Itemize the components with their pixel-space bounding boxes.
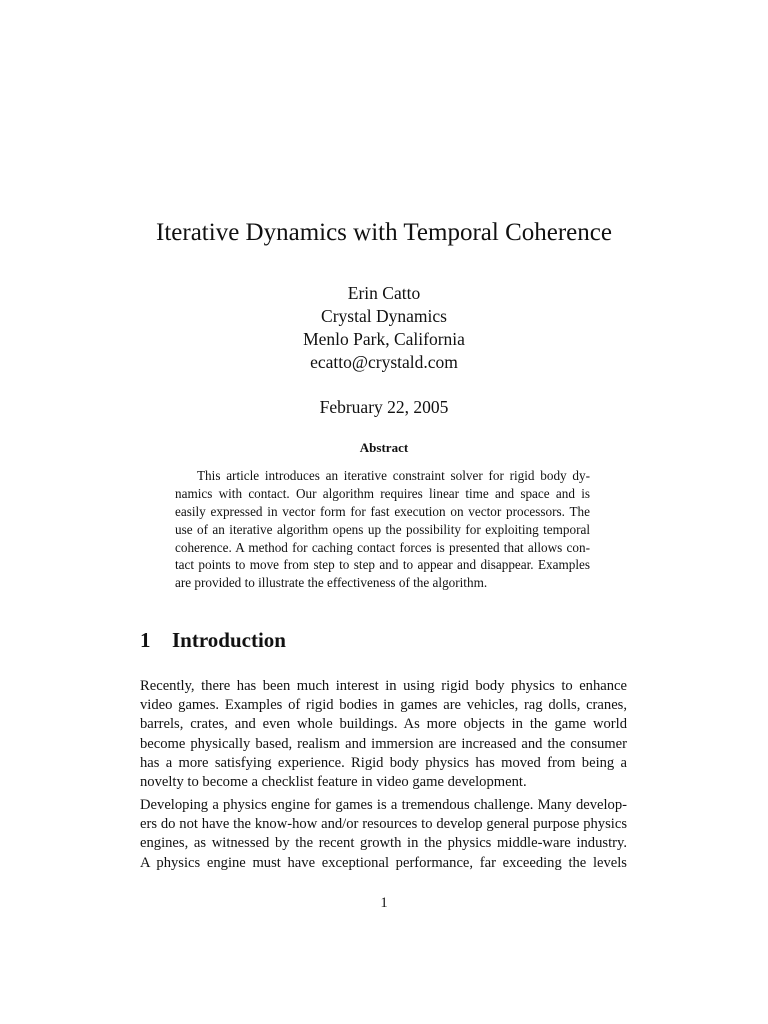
section-title: Introduction bbox=[172, 628, 286, 652]
abstract-line: coherence. A method for caching contact forces is presented that allows con- bbox=[175, 539, 590, 555]
author-email: ecatto@crystald.com bbox=[310, 352, 458, 372]
paragraph-line: become physically based, realism and immersion are increased and the consumer bbox=[140, 735, 627, 752]
abstract-line: are provided to illustrate the effectiveness of the algorithm. bbox=[175, 575, 488, 591]
abstract-line: easily expressed in vector form for fast execution on vector processors. The bbox=[175, 503, 590, 519]
paragraph-line: has a more satisfying experience. Rigid body physics has moved from being a bbox=[140, 754, 627, 771]
paragraph bbox=[140, 796, 627, 873]
author-name: Erin Catto bbox=[347, 283, 421, 303]
abstract-line: This article introduces an iterative constraint solver for rigid body dy- bbox=[197, 468, 590, 483]
paragraph-line: Recently, there has been much interest in using rigid body physics to enhance bbox=[140, 678, 627, 694]
page-number: 1 bbox=[380, 895, 388, 911]
paragraph-line: A physics engine must have exceptional performance, far exceeding the levels bbox=[140, 854, 627, 871]
abstract-heading: Abstract bbox=[359, 440, 409, 455]
author-block bbox=[0, 282, 768, 374]
section-heading bbox=[140, 626, 286, 654]
paragraph-line: novelty to become a checklist feature in video game development. bbox=[140, 773, 527, 790]
author-organization: Crystal Dynamics bbox=[321, 306, 447, 326]
paragraph bbox=[140, 677, 627, 792]
paragraph-line: engines, as witnessed by the recent growth in the physics middle-ware industry. bbox=[140, 835, 627, 852]
author-location: Menlo Park, California bbox=[303, 329, 465, 349]
abstract-line: use of an iterative algorithm opens up the possibility for exploiting temporal bbox=[175, 521, 590, 537]
abstract-line: tact points to move from step to step and to appear and disappear. Examples bbox=[175, 557, 590, 573]
section-number: 1 bbox=[140, 628, 151, 652]
paragraph-line: video games. Examples of rigid bodies in games are vehicles, rag dolls, cranes, bbox=[140, 697, 627, 714]
paragraph-line: ers do not have the know-how and/or resources to develop general purpose physics bbox=[140, 816, 627, 833]
abstract-line: namics with contact. Our algorithm requires linear time and space and is bbox=[175, 485, 590, 501]
paper-title: Iterative Dynamics with Temporal Coherence bbox=[156, 219, 612, 246]
paragraph-line: barrels, crates, and even whole buildings. As more objects in the game world bbox=[140, 716, 627, 733]
paragraph-line: Developing a physics engine for games is a tremendous challenge. Many develop- bbox=[140, 797, 627, 813]
paper-date: February 22, 2005 bbox=[319, 397, 449, 417]
abstract-body bbox=[175, 467, 590, 592]
